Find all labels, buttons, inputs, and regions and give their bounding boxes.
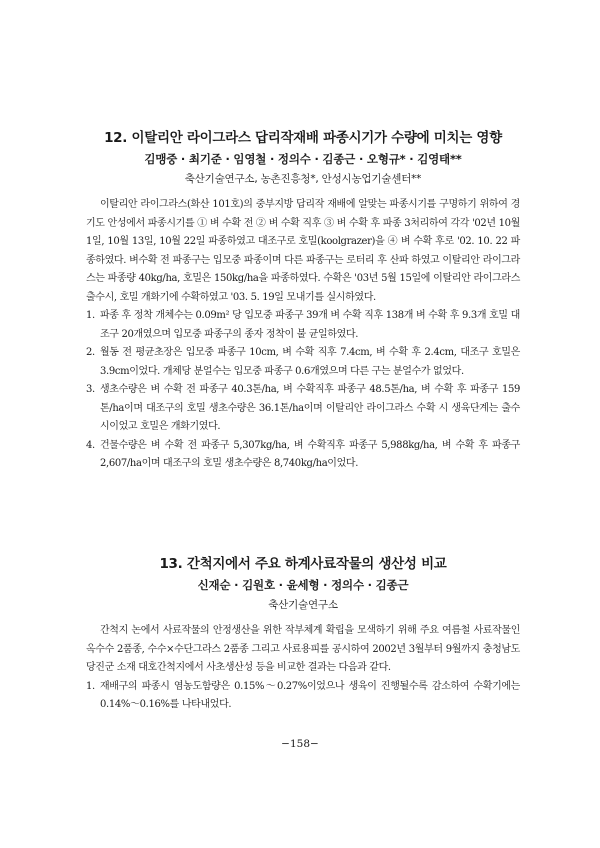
section-13-authors: 신재순 · 김원호 · 윤세형 · 정의수 · 김종근 <box>197 578 409 592</box>
list-item: 2. 월동 전 평균초장은 입모중 파종구 10cm, 벼 수확 직후 7.4cm, 벼 수확 후 2.4cm, 대조구 호밀은 3.9cm이었다. 개체당 분얼수는 입모중 파종구 0.6개였으며 다른 구는 분얼수가 없었다. <box>86 347 520 377</box>
list-item: 1. 재배구의 파종시 염농도함량은 0.15%～0.27%이었으나 생육이 진행될수록 감소하여 수확기에는 0.14%～0.16%를 나타내었다. <box>86 680 520 710</box>
section-12 <box>86 126 520 474</box>
section-12-title: 12. 이탈리안 라이그라스 답리작재배 파종시기가 수량에 미치는 영향 <box>104 130 502 146</box>
list-item: 1. 파종 후 정착 개체수는 0.09m² 당 입모중 파종구 39개 벼 수확 직후 138개 벼 수확 후 9.3개 호밀 대조구 20개였으며 입모중 파종구의 종자 정착이 불 균일하였다. <box>86 310 520 340</box>
section-13-intro: 간척지 논에서 사료작물의 안정생산을 위한 작부체계 확립을 모색하기 위해 주요 여름철 사료작물인 옥수수 2품종, 수수×수단그라스 2품종 그리고 사료용피를 공시하여 2002년 3월부터 9월까지 충청남도 당진군 소재 대호간척지에서 사초생산성 등을 비교한 결과는 다음과 같다. <box>86 625 520 673</box>
section-13-title: 13. 간척지에서 주요 하계사료작물의 생산성 비교 <box>159 556 447 572</box>
section-12-intro: 이탈리안 라이그라스(화산 101호)의 중부지방 답리작 재배에 알맞는 파종시기를 구명하기 위하여 경기도 안성에서 파종시기를 ① 벼 수확 전 ② 벼 수확 직후 ③ 벼 수확 후 파종 3처리하여 각각 '02년 10월 1일, 10월 13일, 10월 22일 파종하였고 대조구로 호밀(koolgrazer)을 ④ 벼 수확 후로 '02. 10. 22 파종하였다. 벼수확 전 파종구는 입모중 파종이며 다른 파종구는 로터리 후 산파 하였고 이탈리안 라이그라스는 파종량 40kg/ha, 호밀은 150kg/ha을 파종하였다. 수확은 '03년 5월 15일에 이탈리안 라이그라스 출수시, 호밀 개화기에 수확하였고 '03. 5. 19일 모내기를 실시하였다. <box>86 199 520 303</box>
list-item: 4. 건물수량은 벼 수확 전 파종구 5,307kg/ha, 벼 수확직후 파종구 5,988kg/ha, 벼 수확 후 파종구 2,607/ha이며 대조구의 호밀 생초수량은 8,740kg/ha이었다. <box>86 439 520 469</box>
list-item: 3. 생초수량은 벼 수확 전 파종구 40.3톤/ha, 벼 수확직후 파종구 48.5톤/ha, 벼 수확 후 파종구 159톤/ha이며 대조구의 호밀 생초수량은 36.1톤/ha이며 이탈리안 라이그라스 수확 시 생육단계는 출수 시이었고 호밀은 개화기였다. <box>86 384 520 432</box>
section-12-affiliations: 축산기술연구소, 농촌진흥청*, 안성시농업기술센터** <box>184 173 422 185</box>
section-13-affiliations: 축산기술연구소 <box>268 599 338 611</box>
page-number: −158− <box>281 738 319 750</box>
section-13 <box>86 552 520 715</box>
section-12-results-list <box>86 307 520 474</box>
section-13-results-list <box>86 678 520 715</box>
section-12-authors: 김맹중 · 최기준 · 임영철 · 정의수 · 김종근 · 오형규* · 김영태** <box>144 152 462 166</box>
